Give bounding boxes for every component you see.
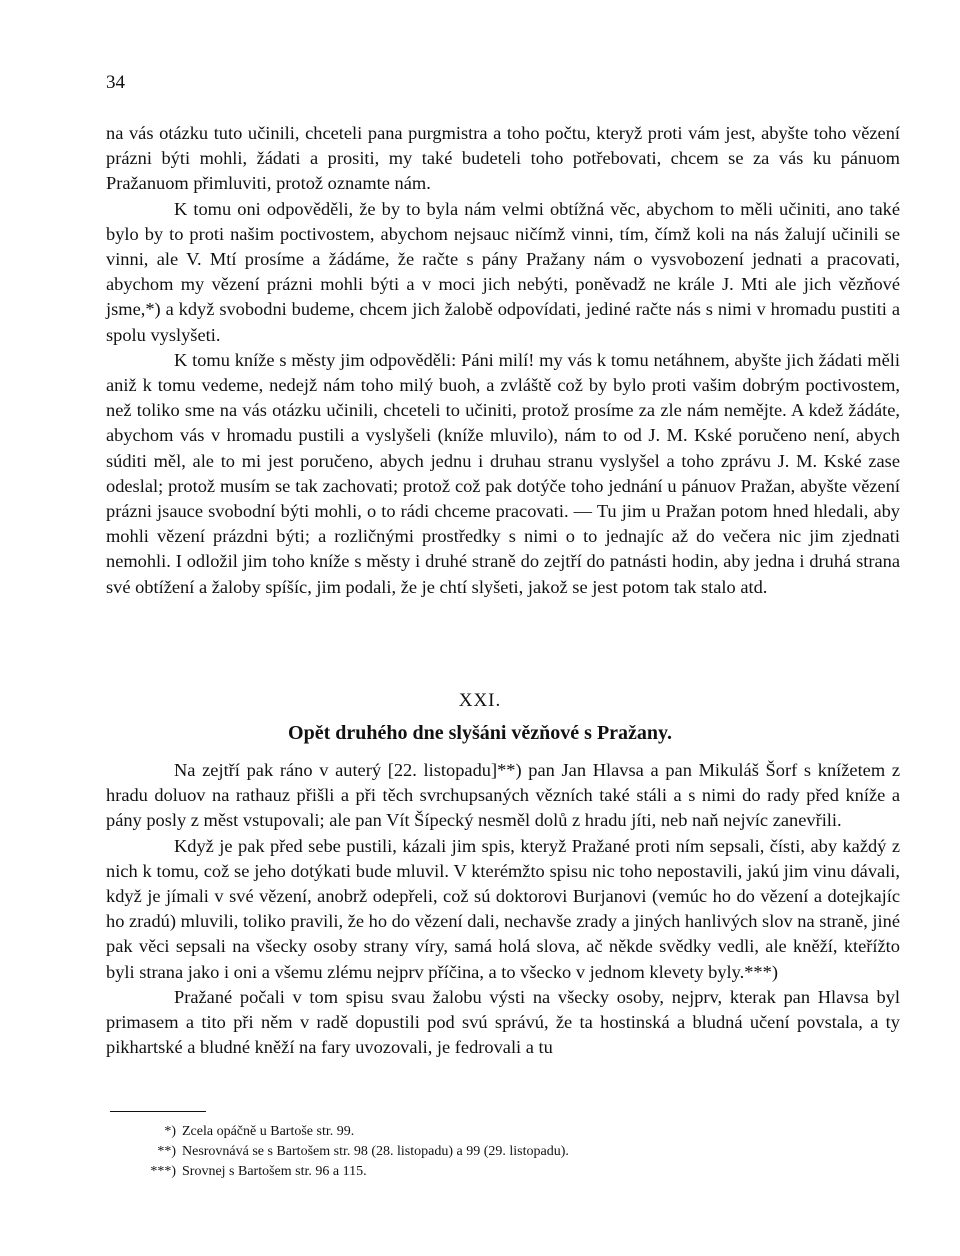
footnote [110, 1162, 810, 1182]
body-text-after-section [106, 758, 900, 1060]
body-text-before-section [106, 121, 900, 600]
footnote-mark: ***) [150, 1164, 176, 1179]
footnote-text: Srovnej s Bartošem str. 96 a 115. [182, 1164, 367, 1179]
footnote-mark: *) [164, 1124, 176, 1139]
paragraph: na vás otázku tuto učinili, chceteli pana purgmistra a toho počtu, kteryž proti vám jest, abyšte toho vězení prázni býti mohli, žádati a prositi, my také budeteli toho potřebovati, chcem se za vás ku pánuom Pražanuom přimluviti, protož oznamte nám. [106, 123, 900, 194]
paragraph: Pražané počali v tom spisu svau žalobu výsti na všecky osoby, nejprv, kterak pan Hlavsa byl primasem a tito při něm v radě dopustili pod svú správú, že ta hostinská a bludná učení povstala, a ty pikhartské a bludné kněží na fary uvozovali, je fedrovali a tu [106, 986, 900, 1058]
footnote-text: Nesrovnává se s Bartošem str. 98 (28. listopadu) a 99 (29. listopadu). [182, 1144, 569, 1159]
paragraph: Když je pak před sebe pustili, kázali jim spis, kteryž Pražané proti ním sepsali, čísti, aby každý z nich k tomu, což se jeho dotýkati bude mluvil. V kterémžto spisu nic toho nepostavili, jakú jim vinu dávali, když je jímali v své vězení, anobrž odepřeli, což sú doktorovi Burjanovi (vemúc ho do vězení a dotejkajíc ho zradú) mluvili, toliko pravili, že ho do vězení dali, nechavše zrady a jiných hanlivých slov na straně, jiné pak věci sepsali na všecky osoby strany víry, samá holá slova, ač někde svědky vedli, ale kněží, kteřížto byli strana jako i oni a všemu zlému nejprv příčina, a to všecko v jednom klevety byly.***) [106, 835, 900, 982]
page-number: 34 [106, 72, 125, 93]
paragraph: K tomu oni odpověděli, že by to byla nám velmi obtížná věc, abychom to měli učiniti, ano také bylo by to proti našim poctivostem, abychom nejsauc ničímž vinni, tím, čímž koli na nás žalují učinili se vinni, ale V. Mtí prosíme a žádáme, že račte s pány Pražany nám o vysvobození jednati a pracovati, abychom my vězení prázni mohli býti a v moci jich nebýti, poněvadž ne krále J. Mti ale jich vězňové jsme,*) a když svobodni budeme, chcem jich žalobě odpovídati, jediné račte nás s nimi v hromadu pustiti a spolu vyslyšeti. [106, 198, 900, 345]
footnote [110, 1142, 810, 1162]
paragraph: K tomu kníže s městy jim odpověděli: Páni milí! my vás k tomu netáhnem, abyšte jich žádati měli aniž k tomu vedeme, nedejž nám toho milý buoh, a zvláště což by bylo proti vašim dobrým poctivostem, než toliko sme na vás otázku učinili, chceteli to učiniti, protož prosíme za zle nám nemějte. A kdež žádáte, abychom vás v hromadu pustili a vyslyšeli (kníže mluvilo), nám to od J. M. Kské poručeno není, abych súditi měl, ale to mi jest poručeno, abych jednu i druhau stranu vyslyšel a toho zprávu J. M. Kské zase odeslal; protož musím se tak zachovati; protož což pak dotýče toho jednání u pánuov Pražan, abyšte vězení prázni jsauce svobodní býti mohli, o to rádi chceme pracovati. — Tu jim u Pražan potom hned hledali, aby mohli vězení prázdni býti; a rozličnými prostředky s nimi o to jednajíc až do večera nic jim zjednati nemohli. I odložil jim toho kníže s městy i druhé straně do zejtří do patnásti hodin, aby jedna i druhá strana své obtížení a žaloby spíšíc, jim podali, že je chtí slyšeti, jakož se jest potom tak stalo atd. [106, 349, 900, 597]
footnote-mark: **) [157, 1144, 176, 1159]
paragraph: Na zejtří pak ráno v auterý [22. listopadu]**) pan Jan Hlavsa a pan Mikuláš Šorf s knížetem z hradu doluov na rathauz přišli a při těch svrchupsaných vězních také stáli a s nimi do rady před kníže a pány posly z měst vstupovali; ale pan Vít Šípecký nesměl dolů z hradu jíti, neb naň nejvíc zanevřili. [106, 760, 900, 831]
footnote-divider [110, 1111, 206, 1112]
section-number: XXI. [458, 690, 502, 711]
footnotes [110, 1122, 810, 1182]
footnote-text: Zcela opáčně u Bartoše str. 99. [182, 1124, 355, 1139]
section-heading: Opět druhého dne slyšáni vězňové s Pražany. [288, 722, 672, 744]
footnote [110, 1122, 810, 1142]
